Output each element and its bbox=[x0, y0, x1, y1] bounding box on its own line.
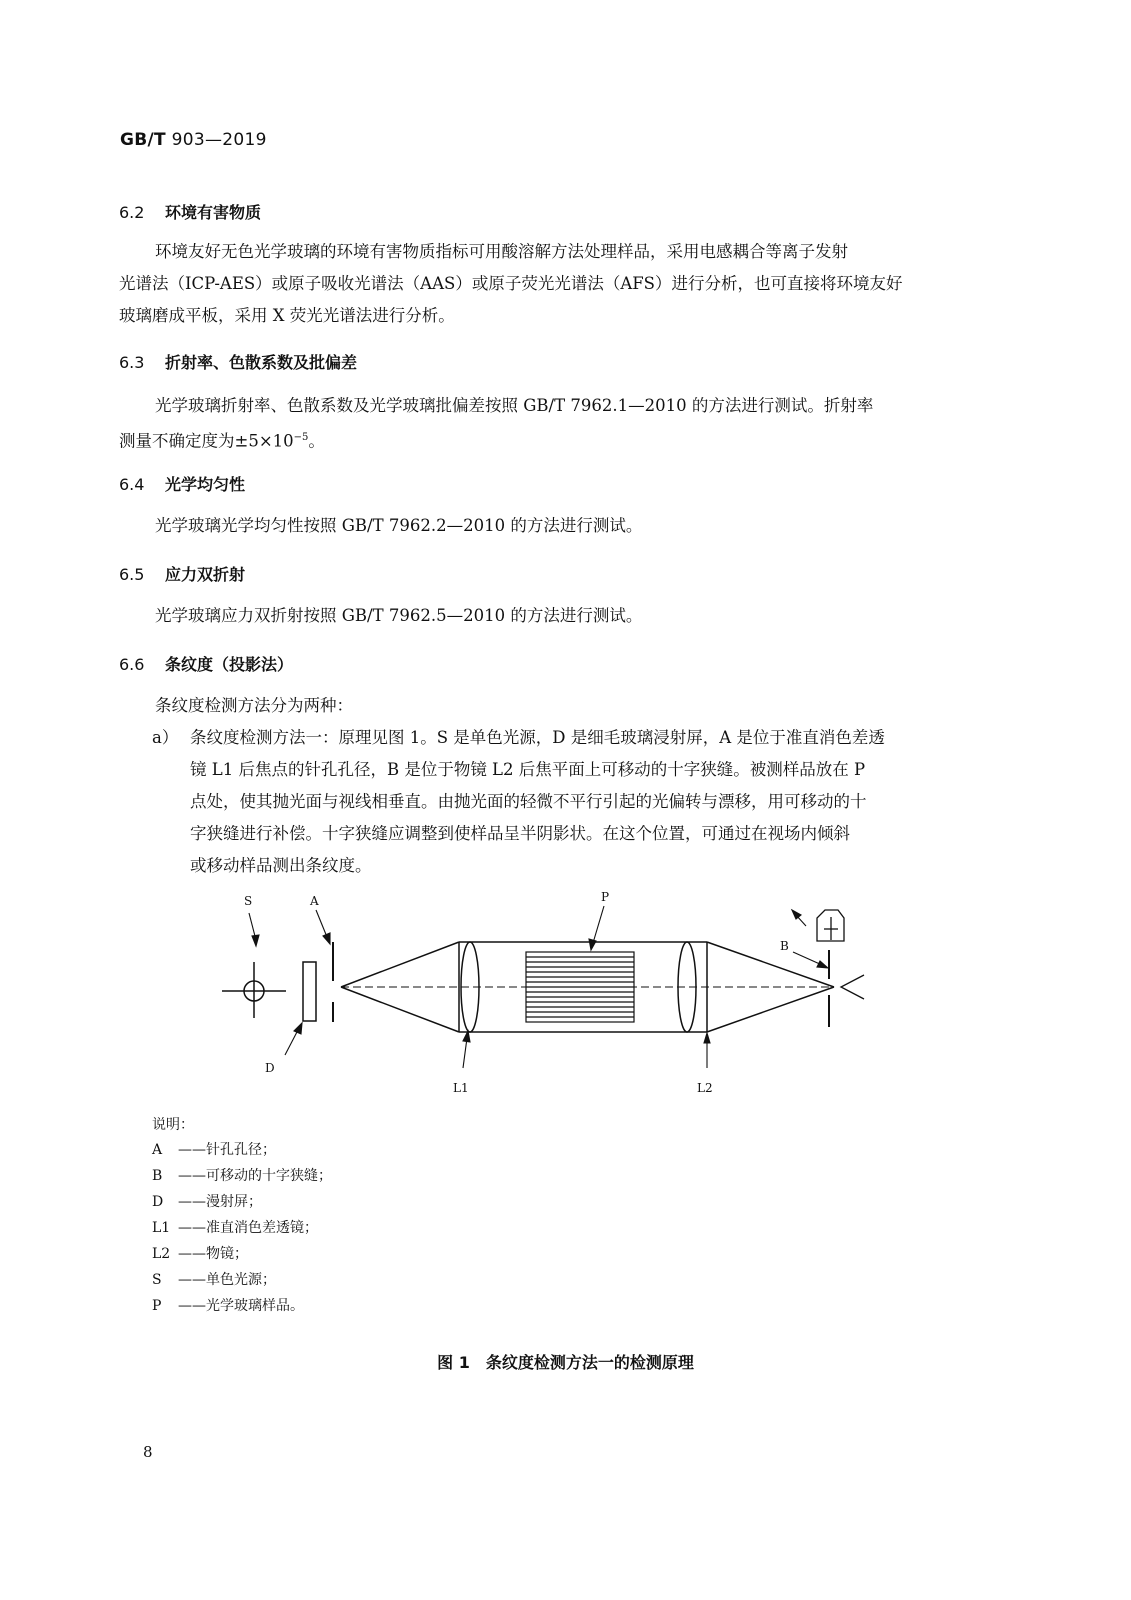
label-l1: L1 bbox=[453, 1081, 469, 1095]
legend-title: 说明： bbox=[152, 1117, 194, 1133]
item-marker: a） bbox=[152, 728, 179, 747]
section-6-4-body: 光学玻璃光学均匀性按照 GB/T 7962.2—2010 的方法进行测试。 bbox=[155, 516, 643, 535]
figure-caption: 图 1 条纹度检测方法一的检测原理 bbox=[437, 1353, 694, 1372]
legend-item: D ——漫射屏； bbox=[152, 1194, 262, 1210]
label-d: D bbox=[265, 1061, 275, 1075]
label-b: B bbox=[780, 939, 789, 953]
page-number: 8 bbox=[143, 1443, 153, 1461]
legend-item: A ——针孔孔径； bbox=[152, 1142, 276, 1158]
legend-item: P ——光学玻璃样品。 bbox=[152, 1298, 304, 1314]
diffusion-screen bbox=[303, 962, 316, 1021]
sample-p bbox=[526, 952, 634, 1022]
legend-item: B ——可移动的十字狭缝； bbox=[152, 1168, 332, 1184]
label-a: A bbox=[310, 894, 319, 908]
section-6-3-heading: 6.3 折射率、色散系数及批偏差 bbox=[119, 353, 358, 372]
section-6-5-heading: 6.5 应力双折射 bbox=[119, 565, 246, 584]
legend-item: S ——单色光源； bbox=[152, 1272, 276, 1288]
section-6-2-body: 环境友好无色光学玻璃的环境有害物质指标可用酸溶解方法处理样品，采用电感耦合等离子发射 光谱法（ICP-AES）或原子吸收光谱法（AAS）或原子荧光光谱法（AFS）进行分析，也可直接将环境友好 玻璃磨成平板，采用 X 荧光光谱法进行分析。 bbox=[119, 242, 903, 325]
standard-prefix: GB/T bbox=[120, 130, 166, 150]
section-6-4-heading: 6.4 光学均匀性 bbox=[119, 475, 246, 494]
section-6-6-intro: 条纹度检测方法分为两种： bbox=[155, 696, 353, 715]
section-6-3-body: 光学玻璃折射率、色散系数及光学玻璃批偏差按照 GB/T 7962.1—2010 的方法进行测试。折射率 测量不确定度为$\pm 5\times 10^{-5}$。 bbox=[119, 396, 874, 451]
standard-number: 903—2019 bbox=[165, 130, 267, 150]
method-one-item: a） 条纹度检测方法一：原理见图 1。S 是单色光源，D 是细毛玻璃浸射屏，A 是位于准直消色差透 镜 L1 后焦点的针孔孔径，B 是位于物镜 L2 后焦平面上可移动的十字狭缝。被测样品放在 P 点处，使其抛光面与视线相垂直。由抛光面的轻微不平行引起的光偏转与漂移，用可移动的十 字狭缝进行补偿。十字狭缝应调整到使样品呈半阴影状。在这个位置，可通过在视场内倾斜 或移动样品测出条纹度。 bbox=[152, 722, 978, 882]
eye-symbol bbox=[841, 975, 864, 999]
section-6-6-heading: 6.6 条纹度（投影法） bbox=[119, 655, 294, 674]
legend-item: L2 ——物镜； bbox=[152, 1246, 248, 1262]
section-6-5-body: 光学玻璃应力双折射按照 GB/T 7962.5—2010 的方法进行测试。 bbox=[155, 606, 643, 625]
label-l2: L2 bbox=[697, 1081, 713, 1095]
legend-item: L1 ——准直消色差透镜； bbox=[152, 1220, 318, 1236]
label-s: S bbox=[244, 894, 253, 908]
label-p: P bbox=[601, 890, 610, 904]
section-6-2-heading: 6.2 环境有害物质 bbox=[119, 203, 262, 222]
figure-legend bbox=[152, 1137, 332, 1319]
